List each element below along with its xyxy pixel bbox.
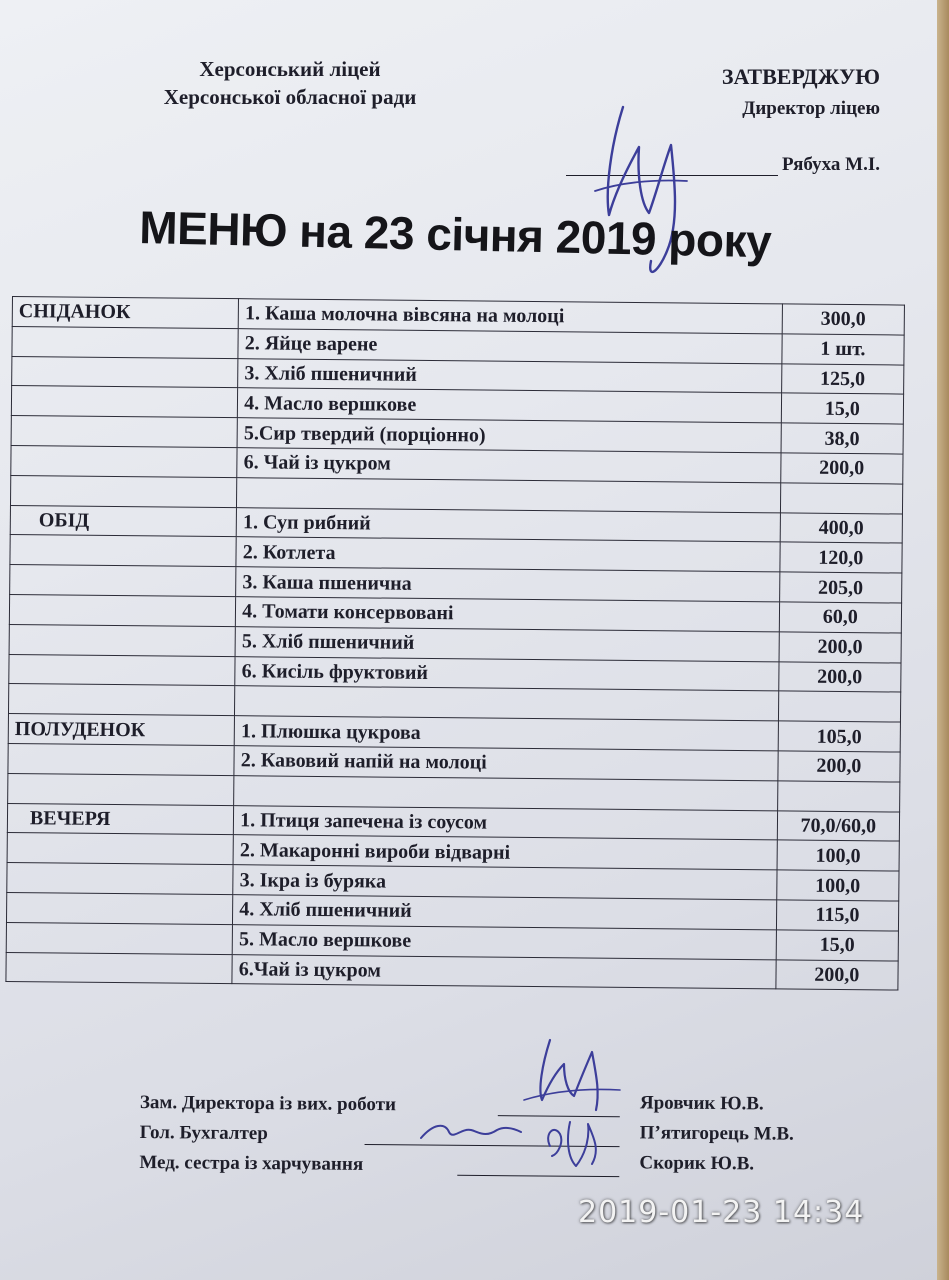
quantity-cell: 200,0	[780, 453, 903, 484]
dish-cell: 2. Кавовий напій на молоці	[234, 746, 778, 781]
dish-cell: 1. Суп рибний	[236, 507, 780, 542]
meal-label-dinner: ВЕЧЕРЯ	[7, 803, 233, 835]
dish-cell: 4. Томати консервовані	[236, 597, 780, 632]
quantity-cell: 300,0	[782, 304, 905, 335]
meal-cell-empty	[10, 565, 236, 597]
meal-cell-empty	[9, 624, 235, 656]
dish-cell: 4. Хліб пшеничний	[233, 895, 777, 930]
dish-cell: 3. Ікра із буряка	[233, 865, 777, 900]
director-name: Рябуха М.І.	[782, 154, 880, 175]
meal-label-breakfast: СНІДАНОК	[12, 297, 238, 329]
quantity-cell: 70,0/60,0	[777, 810, 900, 841]
dish-cell: 2. Котлета	[236, 537, 780, 572]
meal-cell-empty	[8, 743, 234, 775]
nurse-signature	[530, 1110, 610, 1175]
table-surface-edge	[937, 0, 949, 1280]
quantity-cell: 200,0	[778, 661, 901, 692]
meal-cell-empty	[7, 833, 233, 865]
signature-row	[139, 1152, 859, 1188]
dish-cell: 1. Плюшка цукрова	[234, 716, 778, 751]
dish-cell: 2. Яйце варене	[238, 328, 782, 363]
meal-cell-empty	[11, 445, 237, 477]
deputy-signature	[520, 1030, 630, 1115]
menu-table	[5, 296, 905, 991]
dish-cell: 6. Чай із цукром	[237, 448, 781, 483]
quantity-cell: 200,0	[779, 632, 902, 663]
dish-cell: 3. Каша пшенична	[236, 567, 780, 602]
meal-cell-empty	[6, 892, 232, 924]
quantity-cell: 115,0	[776, 900, 899, 931]
menu-title: МЕНЮ на 23 січня 2019 року	[138, 200, 772, 268]
approver-position: Директор ліцею	[742, 98, 880, 119]
signer-name: П’ятигорець М.В.	[639, 1122, 794, 1145]
quantity-cell: 60,0	[779, 602, 902, 633]
quantity-cell: 38,0	[781, 423, 904, 454]
meal-label-lunch: ОБІД	[10, 505, 236, 537]
meal-cell-empty	[12, 356, 238, 388]
dish-cell: 4. Масло вершкове	[238, 388, 782, 423]
signer-name: Яровчик Ю.В.	[639, 1092, 764, 1115]
quantity-cell: 200,0	[776, 959, 899, 990]
quantity-cell: 15,0	[781, 393, 904, 424]
dish-cell: 2. Макаронні вироби відварні	[233, 835, 777, 870]
organization-block	[100, 55, 480, 111]
signer-role: Гол. Бухгалтер	[139, 1121, 268, 1145]
quantity-cell: 1 шт.	[782, 334, 905, 365]
quantity-cell: 125,0	[781, 363, 904, 394]
meal-cell-empty	[11, 386, 237, 418]
meal-cell-empty	[7, 863, 233, 895]
quantity-cell: 200,0	[778, 751, 901, 782]
signer-role: Зам. Директора із вих. роботи	[139, 1092, 397, 1116]
photo-timestamp: 2019-01-23 14:34	[578, 1195, 865, 1230]
dish-cell: 5. Масло вершкове	[232, 924, 776, 959]
signer-name: Скорик Ю.В.	[639, 1152, 755, 1175]
organization-name: Херсонський ліцей	[199, 57, 381, 81]
quantity-cell: 15,0	[776, 930, 899, 961]
dish-cell: 1. Птиця запечена із соусом	[234, 805, 778, 840]
quantity-cell: 100,0	[777, 840, 900, 871]
meal-cell-empty	[11, 416, 237, 448]
menu-table-wrapper	[5, 296, 905, 991]
meal-cell-empty	[9, 594, 235, 626]
quantity-cell: 205,0	[779, 572, 902, 603]
dish-cell: 5. Хліб пшеничний	[235, 626, 779, 661]
meal-cell-empty	[10, 535, 236, 567]
meal-cell-empty	[6, 922, 232, 954]
accountant-signature	[415, 1118, 525, 1148]
dish-cell: 6. Кисіль фруктовий	[235, 656, 779, 691]
dish-cell: 3. Хліб пшеничний	[238, 358, 782, 393]
quantity-cell: 120,0	[780, 542, 903, 573]
signer-role: Мед. сестра із харчування	[139, 1151, 364, 1175]
dish-cell: 6.Чай із цукром	[232, 954, 776, 989]
quantity-cell: 105,0	[778, 721, 901, 752]
organization-parent: Херсонської обласної ради	[163, 85, 417, 109]
meal-cell-empty	[9, 654, 235, 686]
quantity-cell: 100,0	[776, 870, 899, 901]
meal-cell-empty	[12, 326, 238, 358]
dish-cell: 5.Сир твердий (порціонно)	[237, 418, 781, 453]
approval-heading: ЗАТВЕРДЖУЮ	[721, 64, 880, 89]
dish-cell: 1. Каша молочна вівсяна на молоці	[238, 299, 782, 334]
quantity-cell: 400,0	[780, 512, 903, 543]
meal-cell-empty	[6, 952, 232, 984]
signature-line	[457, 1175, 619, 1177]
meal-label-snack: ПОЛУДЕНОК	[8, 714, 234, 746]
